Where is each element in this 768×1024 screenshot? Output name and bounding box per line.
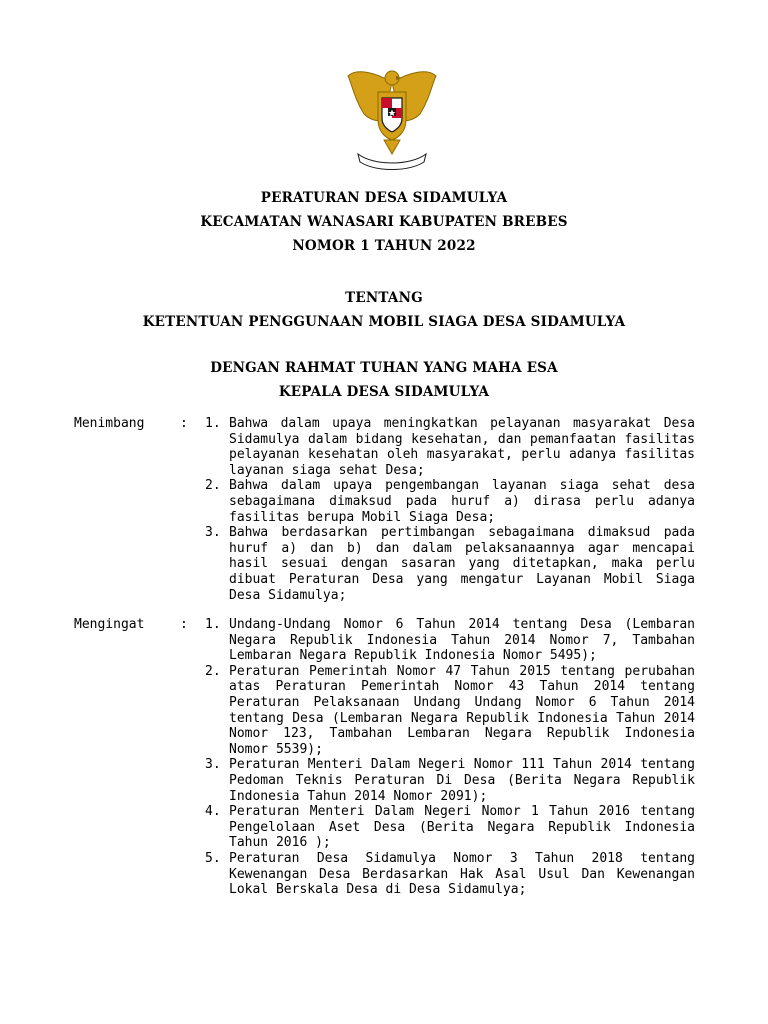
list-item-text: Bahwa berdasarkan pertimbangan sebagaimana dimaksud pada huruf a) dan b) dan dalam pelaksanaannya agar mencapai hasil sesuai dengan sasaran yang ditetapkan, maka perlu dibuat Peraturan Desa yang mengatur Layanan Mobil Siaga Desa Sidamulya; xyxy=(229,525,695,603)
list-item-number: 5. xyxy=(205,850,221,866)
kepala-line: KEPALA DESA SIDAMULYA xyxy=(278,384,490,400)
mengingat-colon: : xyxy=(180,617,188,632)
list-item xyxy=(205,804,695,851)
list-item-number: 1. xyxy=(205,416,221,431)
list-item xyxy=(205,416,695,478)
list-item xyxy=(205,525,695,603)
menimbang-colon: : xyxy=(180,416,188,431)
list-item-number: 1. xyxy=(205,617,221,632)
list-item-text: Bahwa dalam upaya meningkatkan pelayanan masyarakat Desa Sidamulya dalam bidang kesehatan, dan pemanfaatan fasilitas pelayanan kesehatan oleh masyarakat, perlu adanya fasilitas layanan siaga sehat Desa; xyxy=(229,416,695,478)
list-item-text: Peraturan Menteri Dalam Negeri Nomor 111 Tahun 2014 tentang Pedoman Teknis Peraturan Di Desa (Berita Negara Republik Indonesia Tahun 2014 Nomor 2091); xyxy=(229,757,695,804)
garuda-emblem-icon xyxy=(344,62,440,174)
regulation-district: KECAMATAN WANASARI KABUPATEN BREBES xyxy=(200,214,568,230)
list-item-text: Peraturan Desa Sidamulya Nomor 3 Tahun 2018 tentang Kewenangan Desa Berdasarkan Hak Asal Usul Dan Kewenangan Lokal Berskala Desa di Desa Sidamulya; xyxy=(229,850,695,898)
list-item xyxy=(205,757,695,804)
tentang-label: TENTANG xyxy=(345,290,423,306)
list-item-number: 4. xyxy=(205,804,221,820)
regulation-number: NOMOR 1 TAHUN 2022 xyxy=(292,238,476,254)
menimbang-list xyxy=(205,416,695,603)
list-item-text: Undang-Undang Nomor 6 Tahun 2014 tentang Desa (Lembaran Negara Republik Indonesia Tahun 2014 Nomor 7, Tambahan Lembaran Negara Republik Indonesia Nomor 5495); xyxy=(229,617,695,664)
regulation-subject: KETENTUAN PENGGUNAAN MOBIL SIAGA DESA SIDAMULYA xyxy=(142,314,626,330)
rahmat-line: DENGAN RAHMAT TUHAN YANG MAHA ESA xyxy=(210,360,558,376)
list-item xyxy=(205,851,695,898)
list-item-text: Peraturan Menteri Dalam Negeri Nomor 1 Tahun 2016 tentang Pengelolaan Aset Desa (Berita Negara Republik Indonesia Tahun 2016 ); xyxy=(229,804,695,851)
list-item xyxy=(205,478,695,525)
mengingat-label: Mengingat xyxy=(74,617,145,632)
menimbang-label: Menimbang xyxy=(74,416,145,431)
list-item-number: 2. xyxy=(205,478,221,494)
regulation-title: PERATURAN DESA SIDAMULYA xyxy=(260,190,508,206)
list-item xyxy=(205,617,695,664)
list-item xyxy=(205,664,695,758)
list-item-number: 3. xyxy=(205,757,221,773)
list-item-number: 3. xyxy=(205,525,221,541)
list-item-number: 2. xyxy=(205,663,221,679)
mengingat-list xyxy=(205,617,695,898)
list-item-text: Bahwa dalam upaya pengembangan layanan siaga sehat desa sebagaimana dimaksud pada huruf a) dirasa perlu adanya fasilitas berupa Mobil Siaga Desa; xyxy=(229,478,695,525)
list-item-text: Peraturan Pemerintah Nomor 47 Tahun 2015 tentang perubahan atas Peraturan Pemerintah Nomor 43 Tahun 2014 tentang Peraturan Pelaksanaan Undang Undang Nomor 6 Tahun 2014 tentang Desa (Lembaran Negara Republik Indonesia Tahun 2014 Nomor 123, Tambahan Lembaran Negara Republik Indonesia Nomor 5539); xyxy=(229,663,695,757)
